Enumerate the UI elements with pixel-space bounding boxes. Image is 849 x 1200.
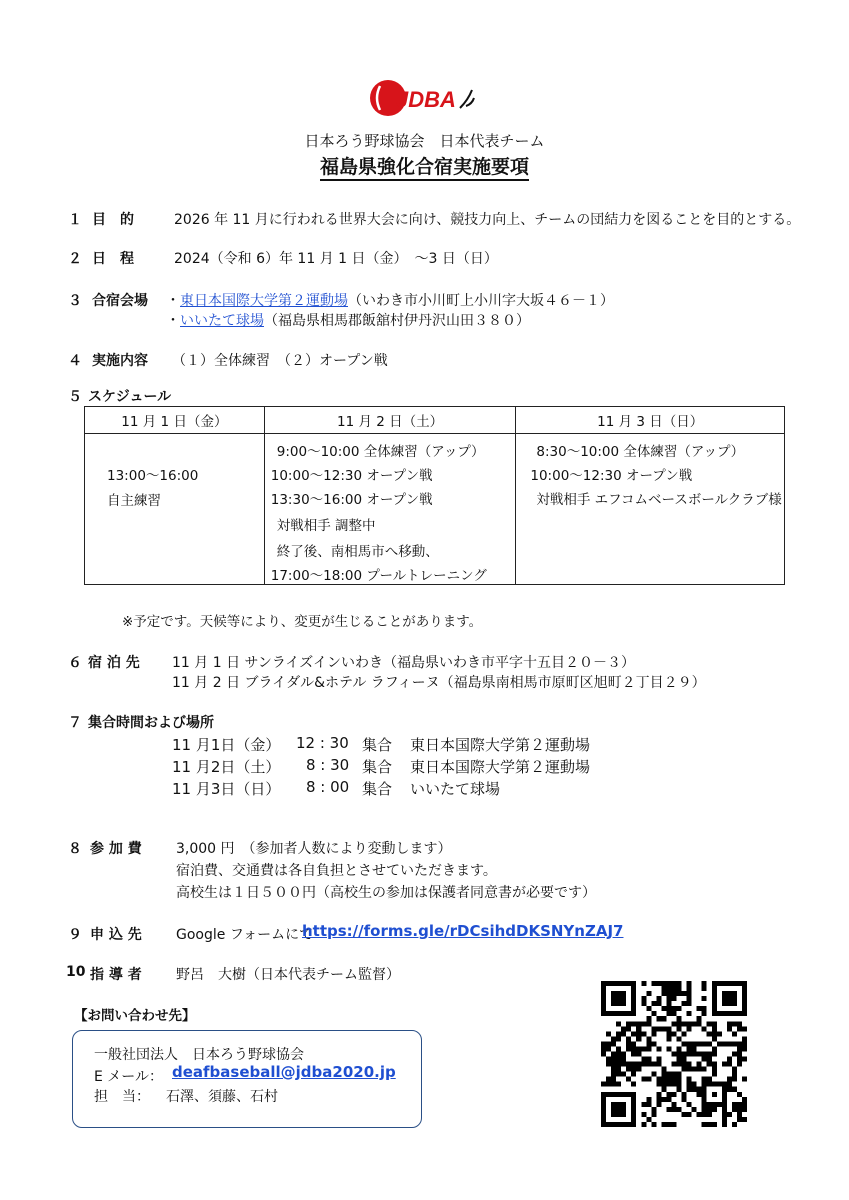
schedule-line: 10:00～12:30 オープン戦: [270, 468, 433, 484]
lodging-line: 11 月 2 日 ブライダル&ホテル ラフィーヌ（福島県南相馬市原町区旭町２丁目２９）: [172, 675, 706, 691]
meeting-place: 東日本国際大学第２運動場: [410, 758, 591, 776]
venue-item: ・東日本国際大学第２運動場（いわき市小川町上小川字大坂４６－１）: [166, 293, 614, 309]
section-2-label: 日 程: [92, 251, 134, 267]
apply-text: Google フォームにて: [176, 927, 314, 943]
section-10-label: 指 導 者: [90, 967, 142, 983]
schedule-line: 17:00～18:00 プールトレーニング: [270, 568, 487, 584]
contact-staff: 石澤、須藤、石村: [166, 1089, 278, 1105]
section-6-number: ６: [68, 655, 82, 671]
content-text: （１）全体練習 （２）オープン戦: [172, 353, 388, 369]
purpose-text: 2026 年 11 月に行われる世界大会に向け、競技力向上、チームの団結力を図ることを目的とする。: [174, 212, 801, 228]
contact-email-link[interactable]: deafbaseball@jdba2020.jp: [172, 1063, 396, 1081]
schedule-line: 10:00～12:30 オープン戦: [530, 468, 693, 484]
section-1-number: １: [68, 212, 82, 228]
fee-line: 3,000 円 （参加者人数により変動します）: [176, 841, 452, 857]
section-7-label: 集合時間および場所: [88, 715, 214, 731]
section-9-number: ９: [68, 927, 82, 943]
section-8-number: ８: [68, 841, 82, 857]
section-4-number: ４: [68, 353, 82, 369]
schedule-line: 13:30～16:00 オープン戦: [270, 492, 433, 508]
meeting-label: 集合: [362, 758, 393, 776]
schedule-header-day1: 11 月 1 日（金）: [85, 407, 265, 434]
meeting-date: 11 月2日（土）: [172, 758, 281, 776]
meeting-time: 12 : 30: [296, 734, 349, 752]
section-7-number: ７: [68, 715, 82, 731]
venue-link-higashi-nihon[interactable]: 東日本国際大学第２運動場: [180, 293, 348, 309]
meeting-time: 8 : 30: [306, 756, 350, 774]
schedule-cell-day3: [516, 434, 785, 585]
venue-address: （福島県相馬郡飯舘村伊丹沢山田３８０）: [264, 313, 530, 329]
schedule-header-day2: 11 月 2 日（土）: [264, 407, 516, 434]
schedule-line: 対戦相手 エフコムベースボールクラブ様: [536, 492, 782, 508]
section-10-number: 10: [66, 964, 86, 980]
application-form-link[interactable]: https://forms.gle/rDCsihdDKSNYnZAJ7: [302, 922, 624, 940]
meeting-date: 11 月3日（日）: [172, 780, 281, 798]
schedule-note: ※予定です。天候等により、変更が生じることがあります。: [122, 614, 483, 630]
schedule-line: 終了後、南相馬市へ移動、: [276, 544, 439, 560]
document-title: 福島県強化合宿実施要項: [0, 152, 849, 179]
schedule-table: [84, 406, 785, 585]
schedule-cell-day1: [85, 434, 265, 585]
section-4-label: 実施内容: [92, 353, 148, 369]
schedule-line: 9:00～10:00 全体練習（アップ）: [276, 444, 485, 460]
organization-line: 日本ろう野球協会 日本代表チーム: [304, 132, 545, 150]
section-8-label: 参 加 費: [90, 841, 142, 857]
section-5-label: スケジュール: [88, 389, 172, 405]
schedule-line: 対戦相手 調整中: [276, 518, 376, 534]
schedule-line: 13:00～16:00: [107, 468, 199, 484]
section-1-label: 目 的: [92, 212, 134, 228]
venue-item: ・いいたて球場（福島県相馬郡飯舘村伊丹沢山田３８０）: [166, 313, 530, 329]
lodging-line: 11 月 1 日 サンライズインいわき（福島県いわき市平字十五目２０－３）: [172, 655, 635, 671]
venue-link-iitate[interactable]: いいたて球場: [180, 313, 264, 329]
meeting-place: 東日本国際大学第２運動場: [410, 736, 591, 754]
meeting-time: 8 : 00: [306, 778, 350, 796]
contact-org: 一般社団法人 日本ろう野球協会: [94, 1047, 304, 1063]
section-3-label: 合宿会場: [92, 293, 148, 309]
section-2-number: ２: [68, 251, 82, 267]
meeting-label: 集合: [362, 736, 393, 754]
schedule-line: 8:30～10:00 全体練習（アップ）: [536, 444, 745, 460]
fee-line: 宿泊費、交通費は各自負担とさせていただきます。: [176, 863, 497, 879]
venue-address: （いわき市小川町上小川字大坂４６－１）: [348, 293, 614, 309]
section-9-label: 申 込 先: [90, 927, 142, 943]
schedule-cell-day2: [264, 434, 516, 585]
section-6-label: 宿 泊 先: [88, 655, 140, 671]
schedule-line: 自主練習: [107, 493, 161, 509]
meeting-place: いいたて球場: [410, 780, 501, 798]
coach-text: 野呂 大樹（日本代表チーム監督）: [176, 967, 400, 983]
qr-code[interactable]: [601, 981, 747, 1127]
jdba-logo: [368, 78, 480, 118]
contact-email-label: E メール：: [94, 1069, 164, 1085]
section-3-number: ３: [68, 293, 82, 309]
meeting-label: 集合: [362, 780, 393, 798]
section-5-number: ５: [68, 389, 82, 405]
fee-line: 高校生は１日５００円（高校生の参加は保護者同意書が必要です）: [176, 885, 596, 901]
contact-heading: 【お問い合わせ先】: [74, 1008, 196, 1024]
dates-text: 2024（令和 6）年 11 月 1 日（金） ～3 日（日）: [174, 251, 498, 267]
schedule-header-day3: 11 月 3 日（日）: [516, 407, 785, 434]
contact-staff-label: 担 当：: [94, 1089, 150, 1105]
svg-text:JDBA: JDBA: [396, 87, 456, 112]
meeting-date: 11 月1日（金）: [172, 736, 281, 754]
